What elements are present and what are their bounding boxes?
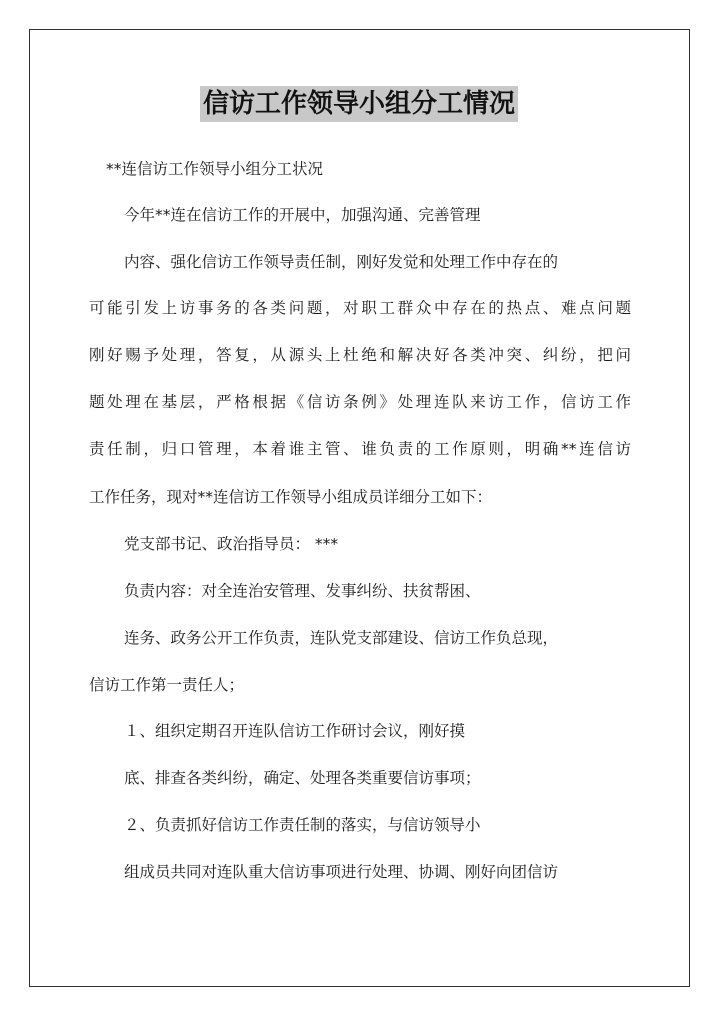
text-line-10: 负责内容：对全连治安管理、发事纠纷、扶贫帮困、 <box>124 582 481 600</box>
text-line-8: 工作任务，现对**连信访工作领导小组成员详细分工如下： <box>89 488 493 506</box>
text-line-1: **连信访工作领导小组分工状况 <box>106 160 324 178</box>
text-line-11: 连务、政务公开工作负责，连队党支部建设、信访工作负总现， <box>124 629 559 647</box>
text-line-13: １、组织定期召开连队信访工作研讨会议，刚好摸 <box>124 722 466 740</box>
text-line-15: ２、负责抓好信访工作责任制的落实，与信访领导小 <box>124 816 481 834</box>
document-title: 信访工作领导小组分工情况 <box>200 86 518 122</box>
text-line-16: 组成员共同对连队重大信访事项进行处理、协调、刚好向团信访 <box>124 863 559 881</box>
text-line-7: 责任制，归口管理，本着谁主管、谁负责的工作原则，明确**连信访 <box>89 440 631 458</box>
text-line-12: 信访工作第一责任人； <box>89 676 245 694</box>
text-line-3: 内容、强化信访工作领导责任制，刚好发觉和处理工作中存在的 <box>124 253 559 271</box>
text-line-6: 题处理在基层，严格根据《信访条例》处理连队来访工作，信访工作 <box>89 393 631 411</box>
text-line-4: 可能引发上访事务的各类问题，对职工群众中存在的热点、难点问题 <box>89 299 631 317</box>
text-line-9: 党支部书记、政治指导员： *** <box>124 535 339 553</box>
text-line-5: 刚好赐予处理，答复，从源头上杜绝和解决好各类冲突、纠纷，把问 <box>89 346 631 364</box>
text-line-14: 底、排查各类纠纷，确定、处理各类重要信访事项； <box>124 769 481 787</box>
text-line-2: 今年**连在信访工作的开展中，加强沟通、完善管理 <box>124 206 481 224</box>
